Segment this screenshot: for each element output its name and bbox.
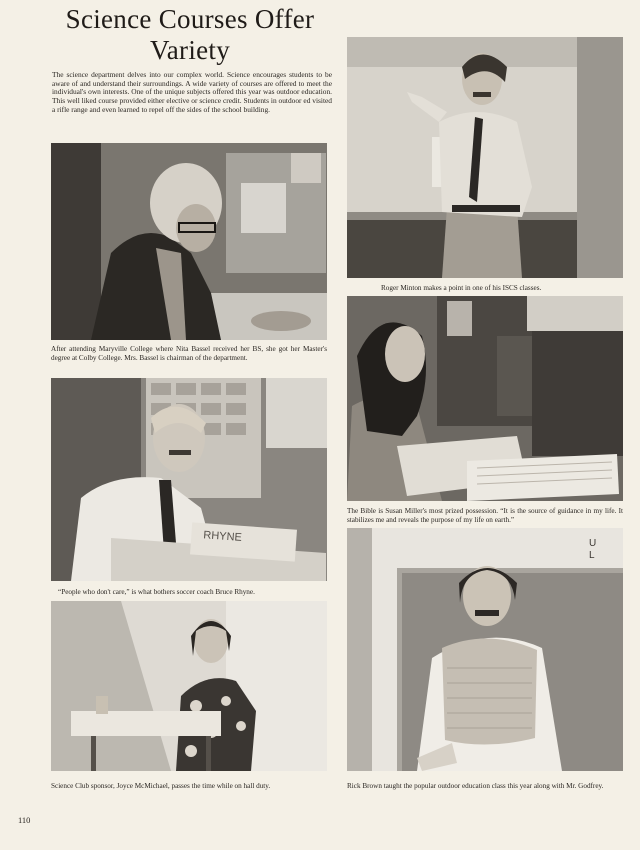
- caption-mcmichael: Science Club sponsor, Joyce McMichael, passes the time while on hall duty.: [51, 782, 271, 790]
- caption-miller: The Bible is Susan Miller's most prized possession. “It is the source of guidance in my life. It stabilizes me and reveals the purpose of my life on earth.”: [347, 507, 623, 524]
- title-line-1: Science Courses Offer: [65, 4, 315, 34]
- photo-minton: [347, 37, 623, 278]
- title-line-2: Variety: [149, 35, 231, 65]
- board-letter-l: L: [589, 550, 595, 561]
- photo-brown: [347, 528, 623, 771]
- caption-bassel: After attending Maryville College where Nita Bassel received her BS, she got her Master's degree at Colby College. Mrs. Bassel is chairman of the department.: [51, 345, 327, 362]
- caption-minton: Roger Minton makes a point in one of his ISCS classes.: [381, 284, 542, 292]
- photo-miller: [347, 296, 623, 501]
- intro-paragraph: The science department delves into our complex world. Science encourages students to be aware of and understand their surroundings. A wide variety of courses are offered to meet the individual's own interests. One of the unique subjects offered this year was outdoor education. This well liked course provided either elective or science credit. Students in outdoor ed visited a rifle range and even learned to repel off the sides of the school building.: [52, 70, 332, 114]
- photo-mcmichael: [51, 601, 327, 771]
- caption-rhyne: “People who don't care,” is what bothers soccer coach Bruce Rhyne.: [58, 588, 255, 596]
- caption-brown: Rick Brown taught the popular outdoor education class this year along with Mr. Godfrey.: [347, 782, 604, 790]
- photo-bassel: [51, 143, 327, 340]
- board-letter-u: U: [589, 538, 597, 549]
- page-title: [50, 4, 330, 66]
- rhyne-nameplate: RHYNE: [202, 529, 243, 544]
- photo-rhyne: [51, 378, 327, 581]
- page-number: 110: [18, 815, 31, 825]
